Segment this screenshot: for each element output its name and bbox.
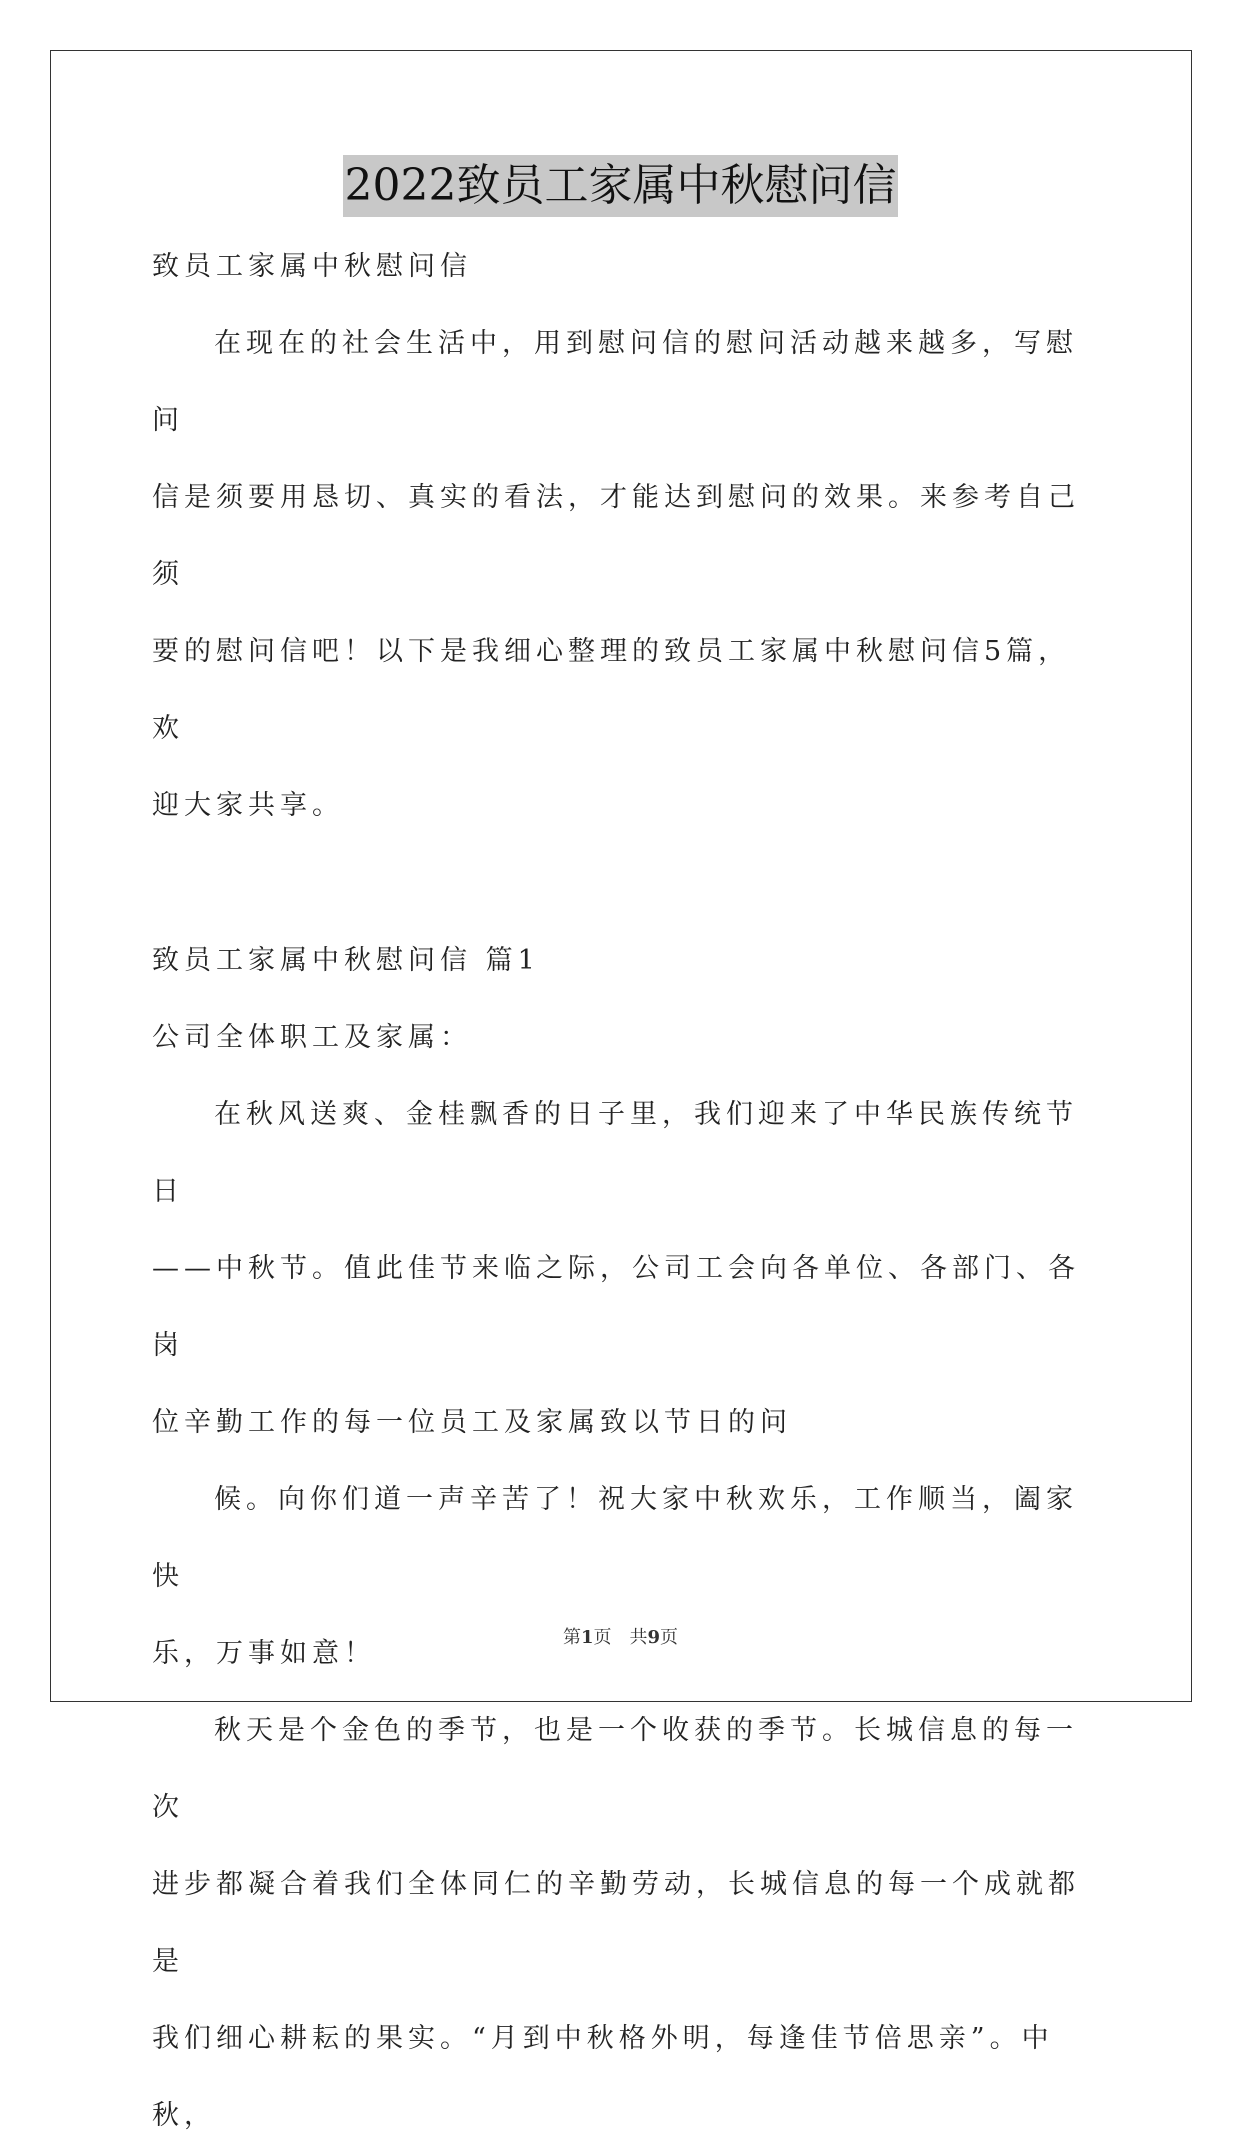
footer-prefix: 第 (562, 1627, 581, 1648)
document-title: 2022致员工家属中秋慰问信 (343, 155, 899, 217)
body-line: 候。向你们道一声辛苦了！祝大家中秋欢乐，工作顺当，阖家快 (152, 1484, 1078, 1592)
intro-line: 要的慰问信吧！以下是我细心整理的致员工家属中秋慰问信5篇，欢 (152, 636, 1071, 744)
intro-line: 在现在的社会生活中，用到慰问信的慰问活动越来越多，写慰问 (152, 328, 1078, 436)
body-line: 我们细心耕耘的果实。“月到中秋格外明，每逢佳节倍思亲”。中秋， (152, 2023, 1054, 2131)
page-footer (0, 1623, 1241, 1649)
body-line: 秋天是个金色的季节，也是一个收获的季节。长城信息的每一次 (152, 1715, 1078, 1823)
intro-line: 信是须要用恳切、真实的看法，才能达到慰问的效果。来参考自己须 (152, 482, 1080, 590)
salutation: 公司全体职工及家属： (152, 1022, 472, 1053)
section-heading: 致员工家属中秋慰问信 篇1 (152, 945, 540, 976)
title-container (0, 155, 1241, 217)
body-line: 进步都凝合着我们全体同仁的辛勤劳动，长城信息的每一个成就都是 (152, 1869, 1080, 1977)
footer-suffix: 页 (660, 1627, 679, 1648)
body-line: 乐，万事如意！ (152, 1638, 376, 1669)
current-page-number: 1 (580, 1627, 594, 1648)
total-pages-number: 9 (647, 1627, 661, 1648)
body-line: 位辛勤工作的每一位员工及家属致以节日的问 (152, 1407, 792, 1438)
body-line: 在秋风送爽、金桂飘香的日子里，我们迎来了中华民族传统节日 (152, 1099, 1078, 1207)
footer-mid: 页 共 (593, 1627, 648, 1648)
document-body (152, 228, 1092, 2154)
body-line: ——中秋节。值此佳节来临之际，公司工会向各单位、各部门、各岗 (152, 1253, 1080, 1361)
intro-line: 迎大家共享。 (152, 790, 344, 821)
subtitle: 致员工家属中秋慰问信 (152, 251, 472, 282)
section-gap (152, 844, 1092, 922)
